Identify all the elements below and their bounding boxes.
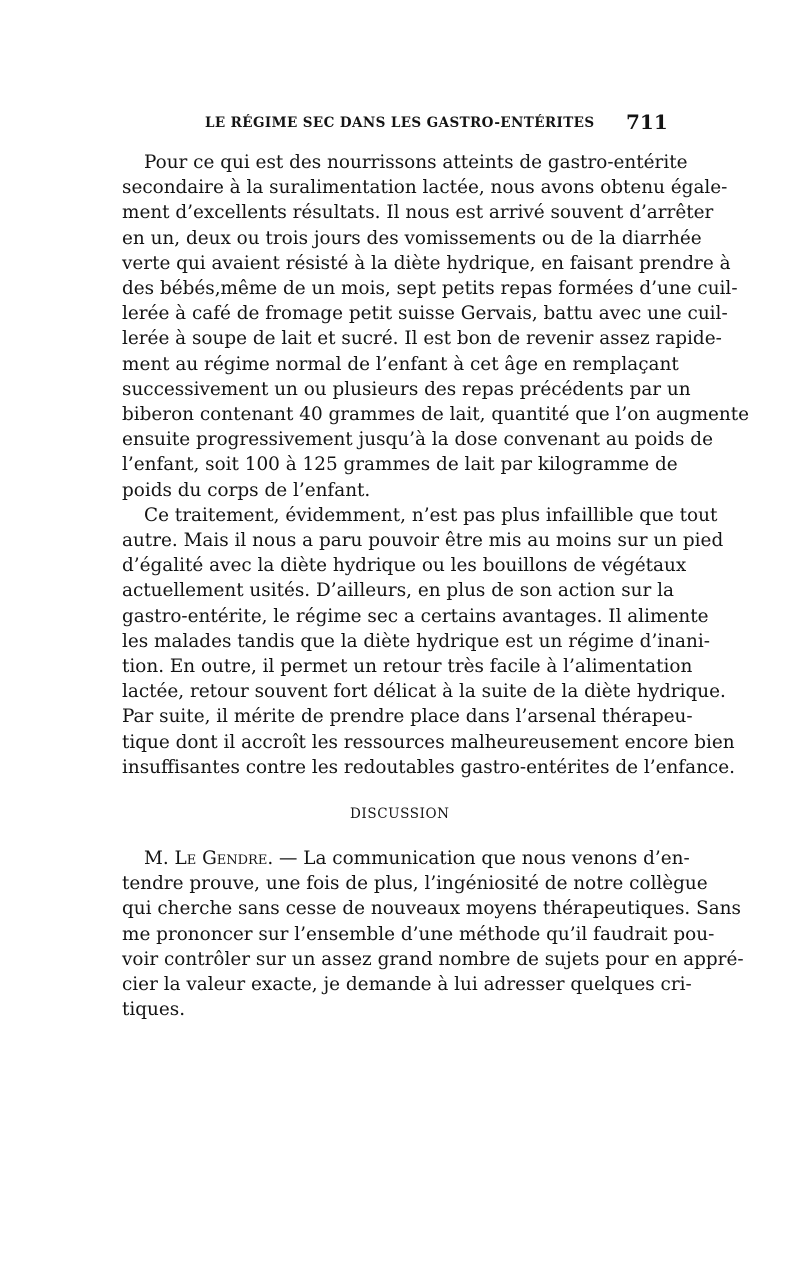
- text-line: en un, deux ou trois jours des vomissements ou de la diarrhée: [122, 227, 702, 249]
- speaker-name: M. Le Gendre.: [144, 848, 274, 869]
- text-line: d’égalité avec la diète hydrique ou les bouillons de végétaux: [122, 555, 687, 577]
- section-heading: DISCUSSION: [350, 806, 450, 822]
- text-line: ment au régime normal de l’enfant à cet âge en remplaçant: [122, 353, 679, 375]
- text-line: tion. En outre, il permet un retour très facile à l’alimentation: [122, 656, 693, 678]
- text-line: cier la valeur exacte, je demande à lui adresser quelques cri-: [122, 974, 692, 996]
- text-line: actuellement usités. D’ailleurs, en plus de son action sur la: [122, 580, 674, 602]
- text-line: Par suite, il mérite de prendre place dans l’arsenal thérapeu-: [122, 706, 693, 728]
- text-line: verte qui avaient résisté à la diète hydrique, en faisant prendre à: [122, 252, 731, 274]
- text-line: successivement un ou plusieurs des repas précédents par un: [122, 378, 691, 400]
- speaker-remark: — La communication que nous venons d’en-: [273, 848, 690, 869]
- text-line: [122, 846, 690, 871]
- text-line: ensuite progressivement jusqu’à la dose convenant au poids de: [122, 429, 713, 451]
- page-number: 711: [626, 110, 668, 134]
- text-line: tendre prouve, une fois de plus, l’ingéniosité de notre collègue: [122, 873, 708, 895]
- text-line: me prononcer sur l’ensemble d’une méthode qu’il faudrait pou-: [122, 923, 715, 945]
- text-line: ment d’excellents résultats. Il nous est arrivé souvent d’arrêter: [122, 202, 714, 224]
- text-line: qui cherche sans cesse de nouveaux moyens thérapeutiques. Sans: [122, 898, 741, 920]
- paragraph-2: [122, 503, 735, 780]
- running-title: LE RÉGIME SEC DANS LES GASTRO-ENTÉRITES: [205, 115, 595, 131]
- paragraph-1: [122, 150, 750, 503]
- text-line: lerée à soupe de lait et sucré. Il est bon de revenir assez rapide-: [122, 328, 722, 350]
- text-line: voir contrôler sur un assez grand nombre de sujets pour en appré-: [122, 948, 744, 970]
- text-line: des bébés,même de un mois, sept petits repas formées d’une cuil-: [122, 278, 738, 300]
- text-line: Pour ce qui est des nourrissons atteints de gastro-entérite: [144, 152, 688, 173]
- text-line: poids du corps de l’enfant.: [122, 479, 371, 501]
- text-line: tiques.: [122, 999, 186, 1021]
- text-line: insuffisantes contre les redoutables gastro-entérites de l’enfance.: [122, 756, 735, 778]
- discussion-paragraph: [122, 846, 744, 1022]
- text-line: Ce traitement, évidemment, n’est pas plus infaillible que tout: [144, 504, 718, 526]
- text-line: lerée à café de fromage petit suisse Gervais, battu avec une cuil-: [122, 303, 728, 325]
- text-line: l’enfant, soit 100 à 125 grammes de lait par kilogramme de: [122, 454, 678, 476]
- text-line: secondaire à la suralimentation lactée, nous avons obtenu égale-: [122, 177, 728, 199]
- text-line: les malades tandis que la diète hydrique est un régime d’inani-: [122, 630, 710, 652]
- text-line: autre. Mais il nous a paru pouvoir être mis au moins sur un pied: [122, 530, 724, 552]
- text-line: gastro-entérite, le régime sec a certains avantages. Il alimente: [122, 605, 709, 627]
- page-body: [122, 150, 750, 780]
- text-line: tique dont il accroît les ressources malheureusement encore bien: [122, 731, 735, 753]
- text-line: biberon contenant 40 grammes de lait, quantité que l’on augmente: [122, 404, 750, 426]
- text-line: lactée, retour souvent fort délicat à la suite de la diète hydrique.: [122, 681, 726, 703]
